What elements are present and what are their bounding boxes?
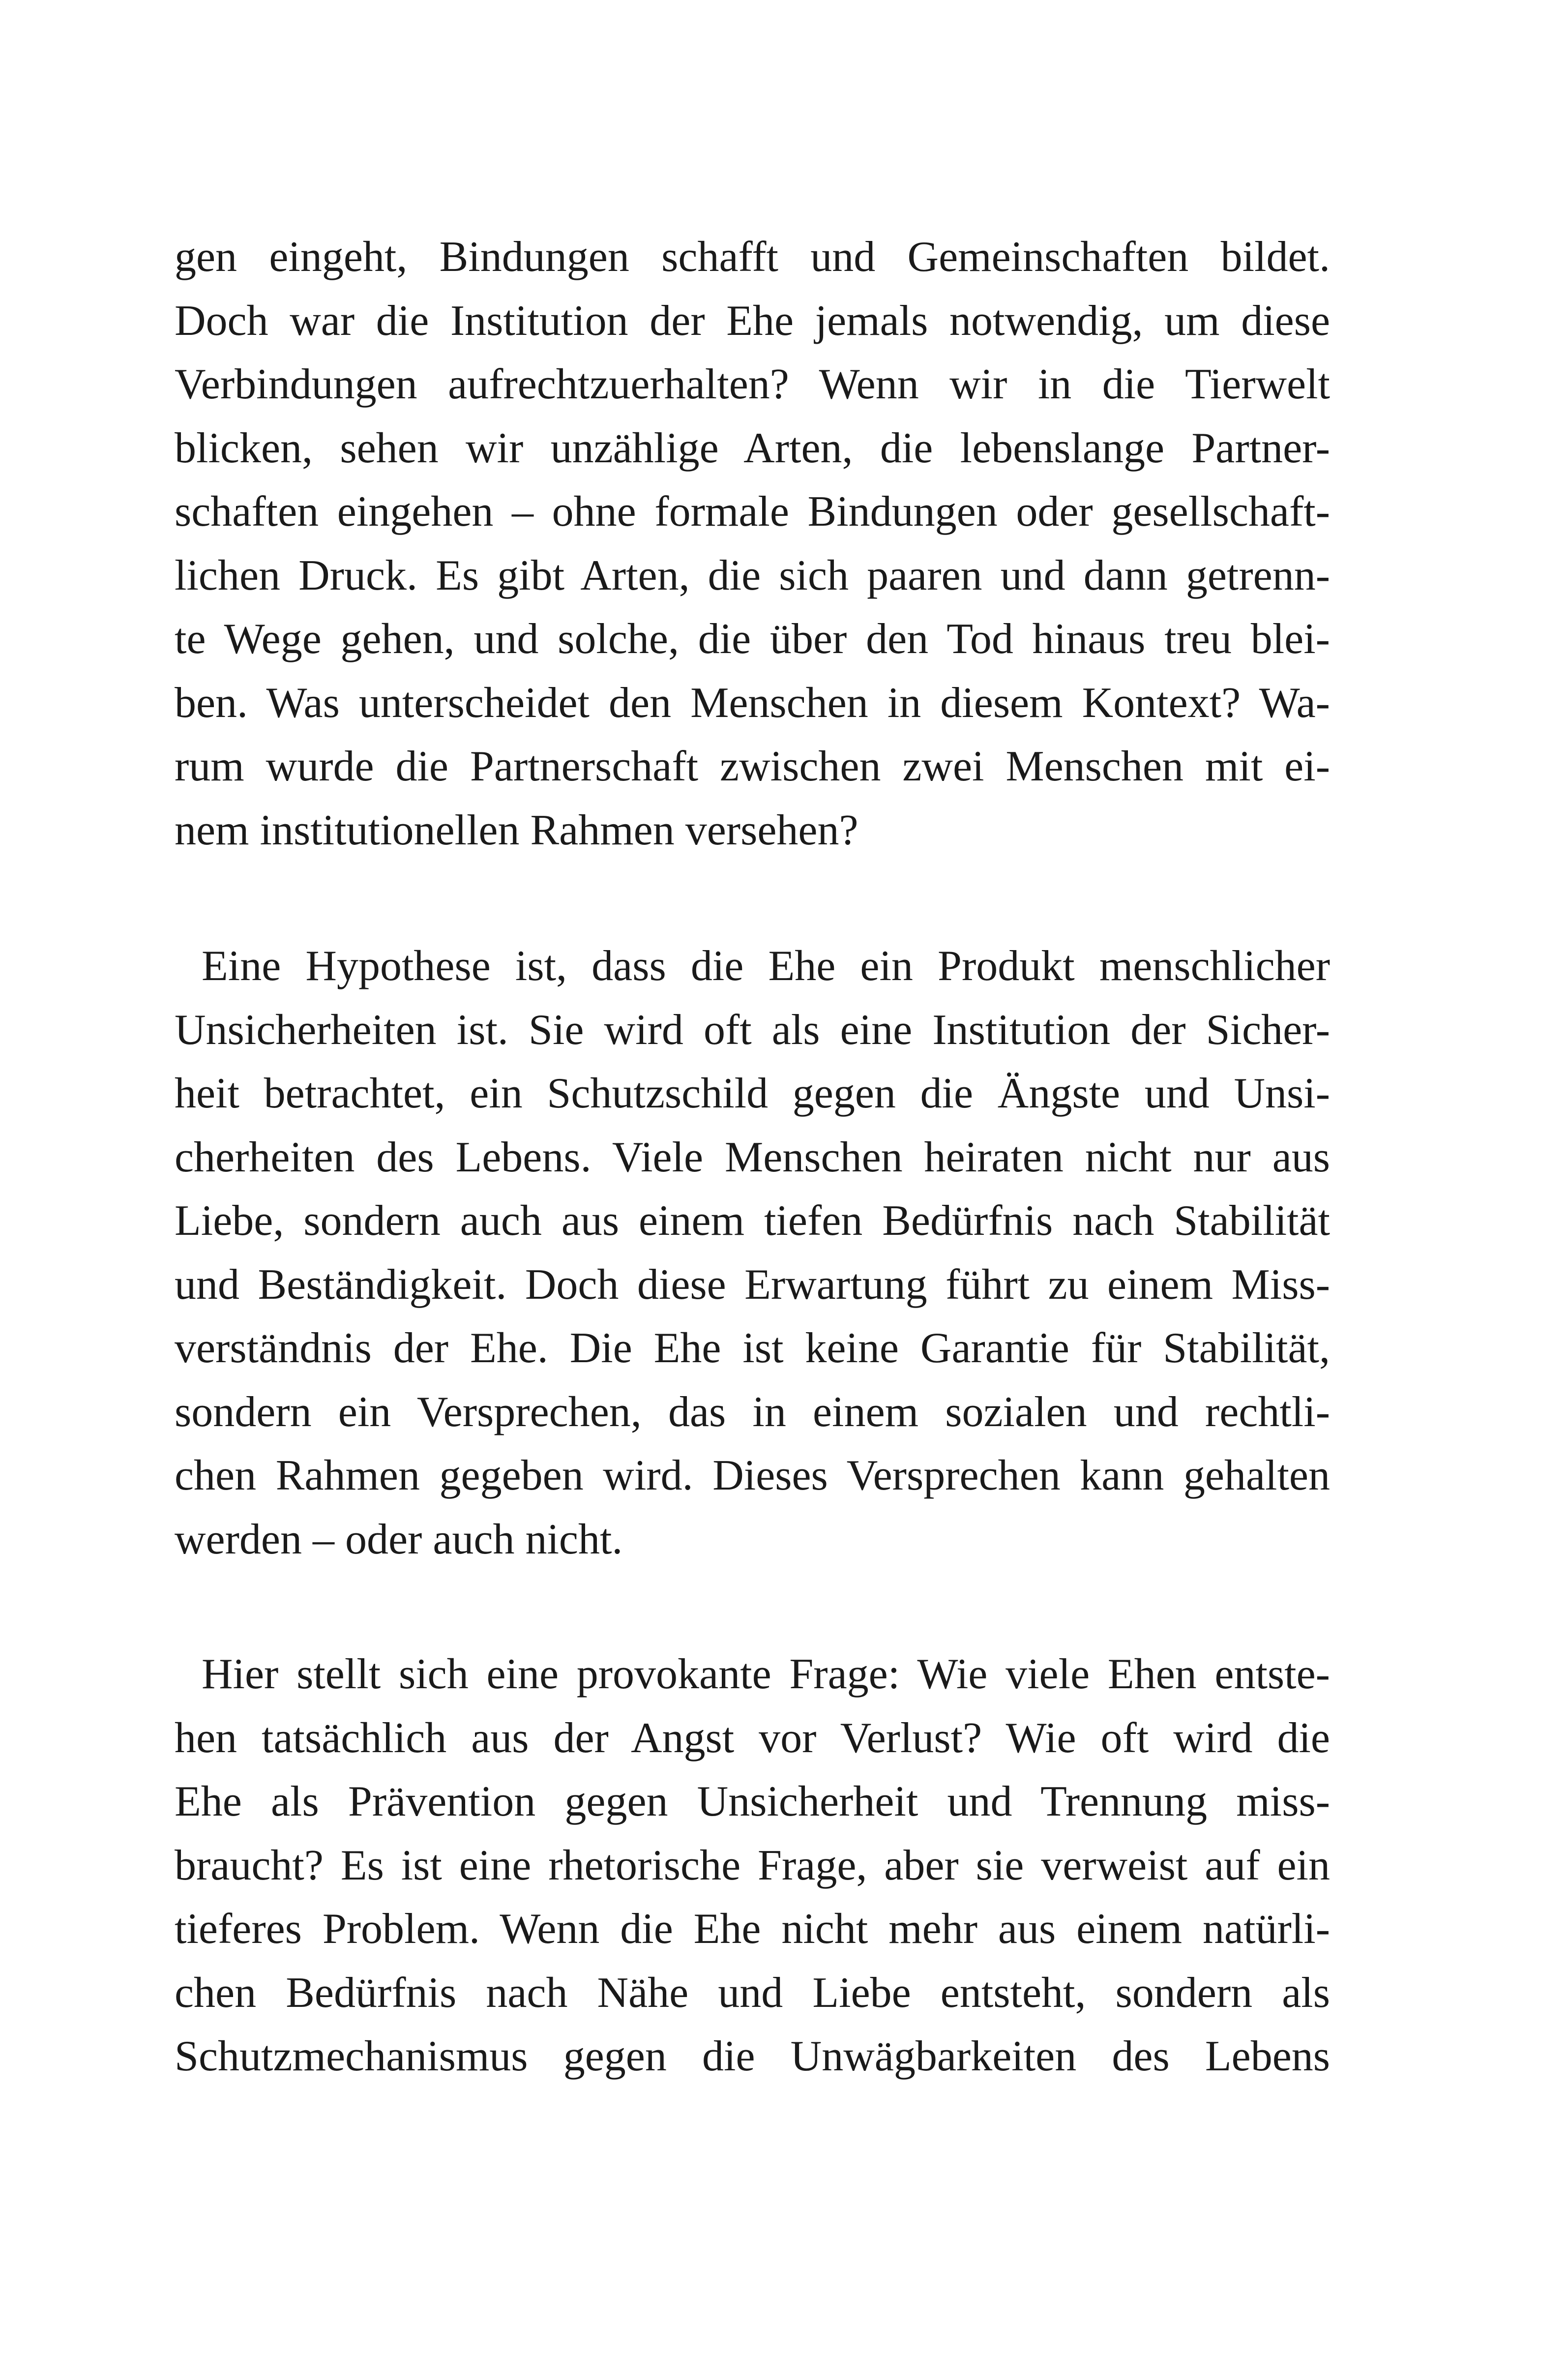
text-line: chen Bedürfnis nach Nähe und Liebe entsteht, sondern als (175, 1969, 1330, 2017)
text-line: heit betrachtet, ein Schutzschild gegen die Ängste und Unsi- (175, 1070, 1330, 1117)
text-line: nem institutionellen Rahmen versehen? (175, 806, 858, 854)
paragraph-3 (175, 1642, 1330, 2089)
text-line: te Wege gehen, und solche, die über den Tod hinaus treu blei- (175, 615, 1330, 663)
text-line: verständnis der Ehe. Die Ehe ist keine Garantie für Stabilität, (175, 1324, 1330, 1372)
text-line: gen eingeht, Bindungen schafft und Gemeinschaften bildet. (175, 233, 1330, 281)
text-line: Verbindungen aufrechtzuerhalten? Wenn wir in die Tierwelt (175, 360, 1330, 408)
text-line: Hier stellt sich eine provokante Frage: Wie viele Ehen entste- (202, 1650, 1330, 1698)
text-line: schaften eingehen – ohne formale Bindungen oder gesellschaft- (175, 488, 1330, 536)
paragraph-2 (175, 934, 1330, 1571)
text-line: Schutzmechanismus gegen die Unwägbarkeiten des Lebens (175, 2032, 1330, 2080)
text-line: Liebe, sondern auch aus einem tiefen Bedürfnis nach Stabilität (175, 1197, 1330, 1245)
text-line: und Beständigkeit. Doch diese Erwartung führt zu einem Miss- (175, 1260, 1330, 1309)
text-line: chen Rahmen gegeben wird. Dieses Versprechen kann gehalten (175, 1452, 1330, 1499)
text-line: cherheiten des Lebens. Viele Menschen heiraten nicht nur aus (175, 1133, 1330, 1181)
text-line: Ehe als Prävention gegen Unsicherheit und Trennung miss- (175, 1778, 1330, 1825)
text-line: braucht? Es ist eine rhetorische Frage, aber sie verweist auf ein (175, 1841, 1330, 1889)
text-line: rum wurde die Partnerschaft zwischen zwei Menschen mit ei- (175, 743, 1330, 790)
paragraph-1 (175, 225, 1330, 862)
text-line: Doch war die Institution der Ehe jemals notwendig, um diese (175, 297, 1330, 345)
text-line: hen tatsächlich aus der Angst vor Verlust? Wie oft wird die (175, 1714, 1330, 1762)
text-line: blicken, sehen wir unzählige Arten, die lebenslange Partner- (175, 424, 1330, 472)
text-line: tieferes Problem. Wenn die Ehe nicht mehr aus einem natürli- (175, 1905, 1330, 1953)
text-line: Unsicherheiten ist. Sie wird oft als eine Institution der Sicher- (175, 1006, 1330, 1054)
text-line: werden – oder auch nicht. (175, 1515, 623, 1563)
text-line: ben. Was unterscheidet den Menschen in diesem Kontext? Wa- (175, 679, 1330, 727)
text-line: Eine Hypothese ist, dass die Ehe ein Produkt menschlicher (202, 942, 1330, 990)
text-line: lichen Druck. Es gibt Arten, die sich paaren und dann getrenn- (175, 551, 1330, 599)
text-line: sondern ein Versprechen, das in einem sozialen und rechtli- (175, 1388, 1330, 1436)
